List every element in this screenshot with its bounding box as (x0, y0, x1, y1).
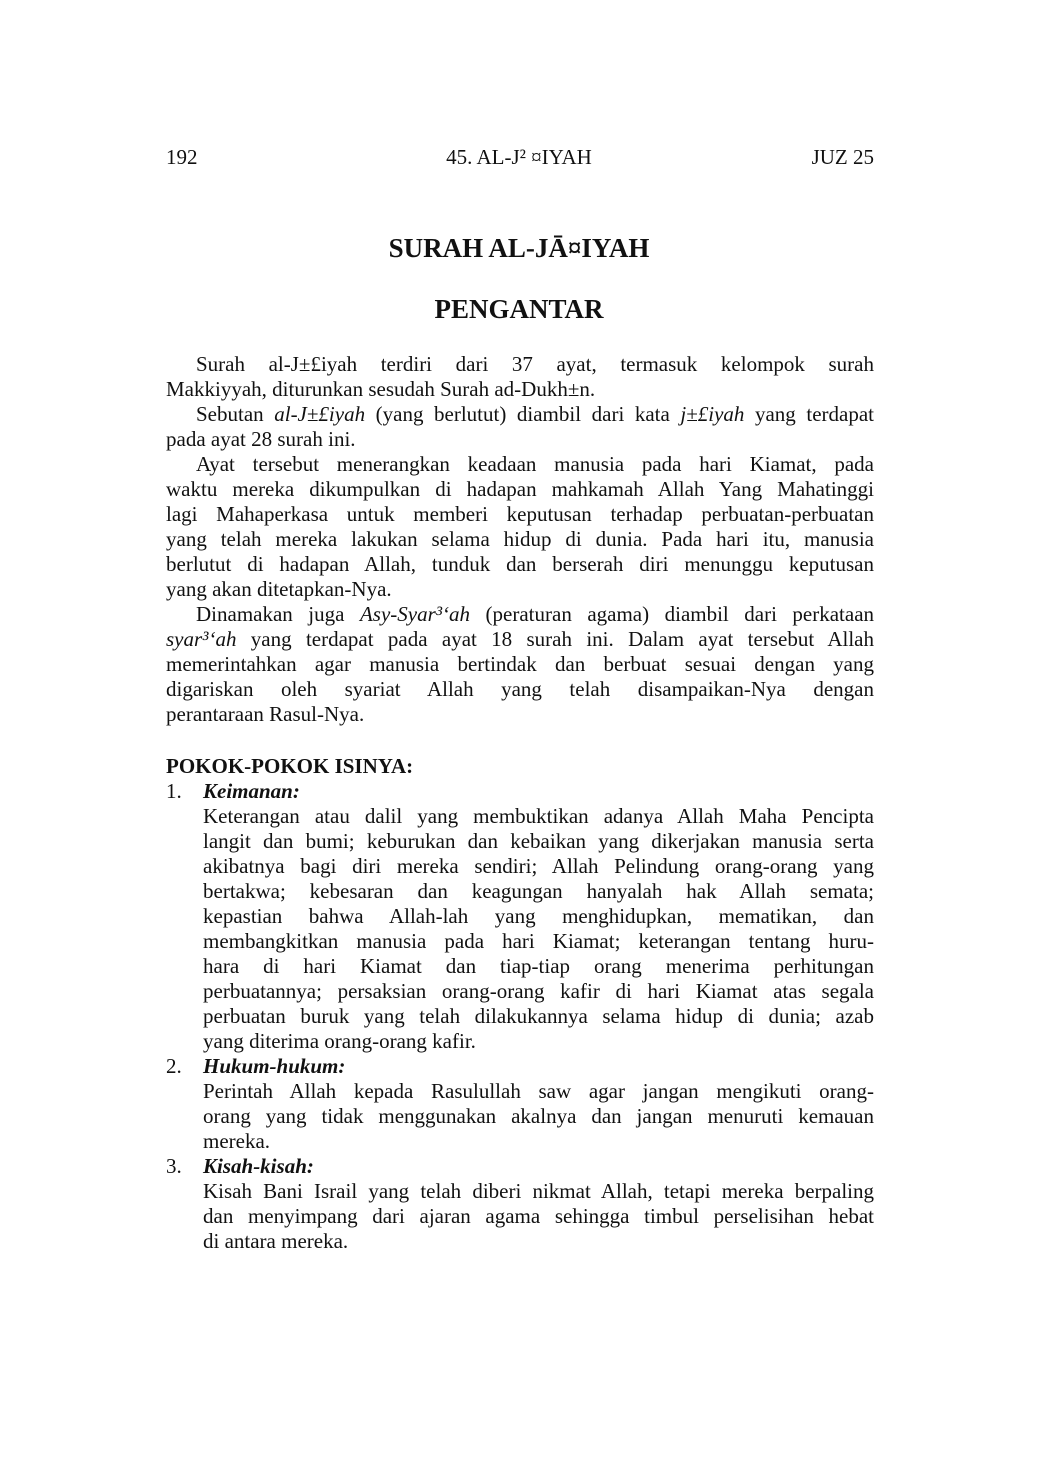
text-line (166, 427, 874, 452)
text-line (166, 702, 874, 727)
text-line (166, 527, 874, 552)
paragraph (166, 402, 874, 452)
text-run: yang akan ditetapkan-Nya. (166, 577, 392, 601)
text-line: perbuatannya; persaksian orang-orang kafir di hari Kiamat atas segala (203, 979, 874, 1003)
text-line: mereka. (203, 1129, 271, 1153)
page-number: 192 (166, 145, 198, 169)
text-line (166, 402, 874, 427)
text-run: Dinamakan juga (196, 602, 360, 626)
list-item (166, 1154, 874, 1254)
paragraph (166, 352, 874, 402)
text-line (166, 377, 874, 402)
text-line: di antara mereka. (203, 1229, 349, 1253)
text-line (166, 577, 874, 602)
running-header-chapter: 45. AL-J² ¤IYAH (446, 145, 592, 169)
text-line: orang yang tidak menggunakan akalnya dan jangan menuruti kemauan (203, 1104, 874, 1128)
text-run: perantaraan Rasul-Nya. (166, 702, 365, 726)
italic-term: j±£iyah (680, 402, 745, 426)
text-line (166, 652, 874, 677)
text-line (166, 677, 874, 702)
text-line (166, 502, 874, 527)
text-run: Makkiyyah, diturunkan sesudah Surah ad-Dukh±n. (166, 377, 596, 401)
text-line (166, 602, 874, 627)
text-run: (yang berlutut) diambil dari kata (365, 402, 681, 426)
item-number: 2. (166, 1054, 182, 1078)
text-run: Sebutan (196, 402, 275, 426)
text-run: waktu mereka dikumpulkan di hadapan mahkamah Allah Yang Mahatinggi (166, 477, 874, 501)
text-run: pada ayat 28 surah ini. (166, 427, 356, 451)
text-line: yang diterima orang-orang kafir. (203, 1029, 476, 1053)
text-line (166, 627, 874, 652)
italic-term: Asy-Syar³‘ah (359, 602, 471, 626)
item-body (203, 804, 874, 1054)
text-line: hara di hari Kiamat dan tiap-tiap orang menerima perhitungan (203, 954, 874, 978)
italic-term: al-J±£iyah (274, 402, 366, 426)
item-body (203, 1079, 874, 1154)
text-run: yang telah mereka lakukan selama hidup di dunia. Pada hari itu, manusia (166, 527, 874, 551)
text-run: Ayat tersebut menerangkan keadaan manusia pada hari Kiamat, pada (196, 452, 874, 476)
surah-title: SURAH AL-JĀ¤IYAH (388, 233, 650, 263)
text-line: akibatnya bagi diri mereka sendiri; Allah Pelindung orang-orang yang (203, 854, 874, 878)
contents-heading: POKOK-POKOK ISINYA: (166, 754, 414, 778)
list-item (166, 1054, 874, 1154)
text-run: yang terdapat (744, 402, 875, 426)
item-body (203, 1179, 874, 1254)
item-number: 1. (166, 779, 182, 803)
intro-text (166, 352, 874, 727)
text-line (166, 477, 874, 502)
contents-list (166, 779, 874, 1254)
text-run: yang terdapat pada ayat 18 surah ini. Dalam ayat tersebut Allah (236, 627, 874, 651)
text-line (166, 352, 874, 377)
item-label: Kisah-kisah: (203, 1154, 314, 1178)
text-line: langit dan bumi; keburukan dan kebaikan yang dikerjakan manusia serta (203, 829, 874, 853)
text-line: perbuatan buruk yang telah dilakukannya selama hidup di dunia; azab (203, 1004, 874, 1028)
text-line: dan menyimpang dari ajaran agama sehingga timbul perselisihan hebat (203, 1204, 874, 1228)
text-run: digariskan oleh syariat Allah yang telah disampaikan-Nya dengan (166, 677, 874, 701)
contents-section (166, 754, 874, 1254)
text-run: Surah al-J±£iyah terdiri dari 37 ayat, termasuk kelompok surah (196, 352, 874, 376)
text-run: memerintahkan agar manusia bertindak dan berbuat sesuai dengan yang (166, 652, 874, 676)
list-item (166, 779, 874, 1054)
paragraph (166, 602, 874, 727)
item-label: Keimanan: (203, 779, 300, 803)
text-line: kepastian bahwa Allah-lah yang menghidupkan, mematikan, dan (203, 904, 874, 928)
text-run: (peraturan agama) diambil dari perkataan (470, 602, 875, 626)
text-line: membangkitkan manusia pada hari Kiamat; keterangan tentang huru- (203, 929, 874, 953)
section-title: PENGANTAR (434, 294, 604, 324)
text-line: Keterangan atau dalil yang membuktikan adanya Allah Maha Pencipta (203, 804, 874, 828)
text-line (166, 552, 874, 577)
text-run: berlutut di hadapan Allah, tunduk dan berserah diri menunggu keputusan (166, 552, 874, 576)
running-header-juz: JUZ 25 (811, 145, 874, 169)
italic-term: syar³‘ah (166, 627, 237, 651)
paragraph (166, 452, 874, 602)
text-line: Perintah Allah kepada Rasulullah saw agar jangan mengikuti orang- (203, 1079, 874, 1103)
item-label: Hukum-hukum: (203, 1054, 346, 1078)
text-line (166, 452, 874, 477)
text-line: bertakwa; kebesaran dan keagungan hanyalah hak Allah semata; (203, 879, 874, 903)
item-number: 3. (166, 1154, 182, 1178)
text-run: lagi Mahaperkasa untuk memberi keputusan terhadap perbuatan-perbuatan (166, 502, 874, 526)
text-line: Kisah Bani Israil yang telah diberi nikmat Allah, tetapi mereka berpaling (203, 1179, 874, 1203)
